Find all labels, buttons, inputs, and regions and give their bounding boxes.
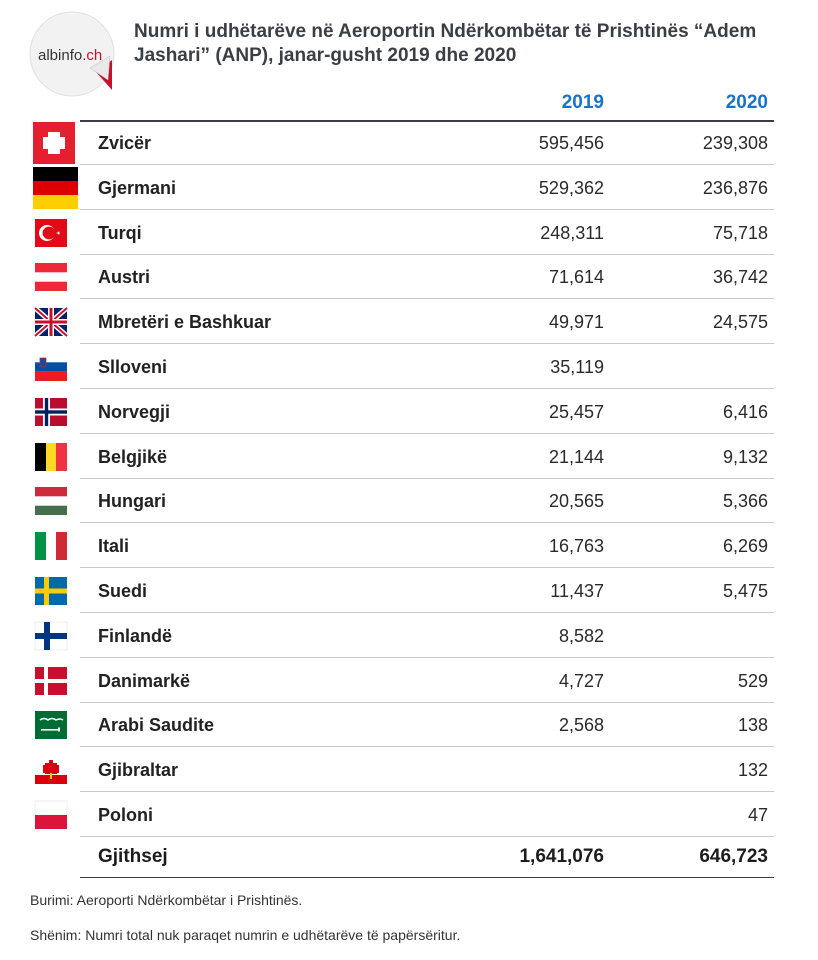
value-2020: 529 [737, 670, 768, 691]
value-2020: 24,575 [712, 312, 768, 333]
value-2019: 35,119 [550, 357, 604, 377]
table-row [0, 345, 818, 389]
total-2019: 1,641,076 [519, 846, 604, 867]
flag-se-icon [30, 574, 82, 618]
total-label: Gjithsej [98, 846, 168, 867]
flag-tr-icon [30, 216, 82, 260]
flag-be-icon [30, 440, 82, 484]
table-row [0, 390, 818, 434]
country-name: Norvegji [98, 401, 171, 422]
value-2019: 4,727 [558, 670, 604, 691]
total-2020: 646,723 [699, 846, 768, 867]
column-header-2020: 2020 [725, 92, 768, 113]
value-2020: 6,416 [722, 401, 768, 422]
country-name: Zvicër [98, 133, 152, 153]
flag-gb-icon [30, 305, 82, 349]
country-name: Finlandë [98, 625, 173, 646]
chart-title: Numri i udhëtarëve në Aeroportin Ndërkombëtar të Prishtinës “Adem Jashari” (ANP), janar-gusht 2019 dhe 2020 [134, 21, 757, 66]
table-row [0, 121, 818, 165]
flag-de-icon [30, 167, 82, 211]
table-row [0, 614, 818, 658]
svg-text:albinfo.ch: albinfo.ch [38, 47, 103, 64]
value-2019: 71,614 [548, 267, 604, 288]
country-name: Austri [98, 267, 151, 288]
country-name: Poloni [98, 805, 153, 825]
value-2019: 8,582 [558, 625, 604, 646]
table-row [0, 479, 818, 523]
footnote: Shënim: Numri total nuk paraqet numrin e udhëtarëve të papërsëritur. [30, 927, 461, 943]
country-name: Arabi Saudite [98, 715, 215, 736]
value-2020: 9,132 [722, 446, 768, 467]
value-2020: 239,308 [702, 133, 768, 153]
country-name: Hungari [98, 491, 167, 512]
table-row [0, 166, 818, 210]
value-2020: 75,718 [712, 222, 768, 243]
flag-ch-icon [30, 122, 82, 166]
country-name: Gjermani [98, 177, 177, 198]
country-name: Mbretëri e Bashkuar [98, 312, 272, 333]
albinfo-logo [28, 10, 118, 100]
value-2019: 25,457 [548, 401, 604, 422]
flag-fi-icon [30, 619, 82, 663]
value-2020: 36,742 [712, 267, 768, 288]
value-2019: 11,437 [550, 581, 604, 601]
value-2019: 21,144 [548, 446, 604, 467]
value-2020: 5,475 [722, 581, 768, 601]
value-2019: 2,568 [558, 715, 604, 736]
country-name: Suedi [98, 581, 148, 601]
country-name: Gjibraltar [98, 760, 179, 781]
flag-sa-icon [30, 708, 82, 752]
flag-at-icon [30, 260, 82, 304]
column-header-2019: 2019 [561, 92, 604, 113]
table-row [0, 255, 818, 299]
total-row [0, 834, 818, 878]
country-name: Turqi [98, 222, 142, 243]
table-row [0, 211, 818, 255]
value-2020: 132 [737, 760, 768, 781]
table-row [0, 748, 818, 792]
table-row [0, 435, 818, 479]
value-2019: 595,456 [538, 133, 604, 153]
source-note: Burimi: Aeroporti Ndërkombëtar i Prishtinës. [30, 892, 303, 908]
value-2019: 20,565 [548, 491, 604, 512]
total-rule [80, 877, 774, 878]
flag-hu-icon [30, 484, 82, 528]
value-2019: 248,311 [540, 222, 604, 243]
value-2020: 236,876 [702, 177, 768, 198]
country-name: Itali [98, 536, 130, 557]
table-row [0, 659, 818, 703]
flag-dk-icon [30, 664, 82, 708]
value-2019: 49,971 [548, 312, 604, 333]
flag-no-icon [30, 395, 82, 439]
country-name: Danimarkë [98, 670, 191, 691]
value-2020: 6,269 [722, 536, 768, 557]
table-row [0, 524, 818, 568]
country-name: Slloveni [98, 357, 168, 377]
value-2020: 5,366 [722, 491, 768, 512]
table-row [0, 300, 818, 344]
flag-it-icon [30, 529, 82, 573]
value-2019: 529,362 [538, 177, 604, 198]
table-row [0, 793, 818, 837]
value-2020: 138 [737, 715, 768, 736]
table-row [0, 569, 818, 613]
table-row [0, 703, 818, 747]
flag-gi-icon [30, 753, 82, 797]
value-2019: 16,763 [548, 536, 604, 557]
flag-si-icon [30, 350, 82, 394]
value-2020: 47 [747, 805, 768, 825]
country-name: Belgjikë [98, 446, 168, 467]
